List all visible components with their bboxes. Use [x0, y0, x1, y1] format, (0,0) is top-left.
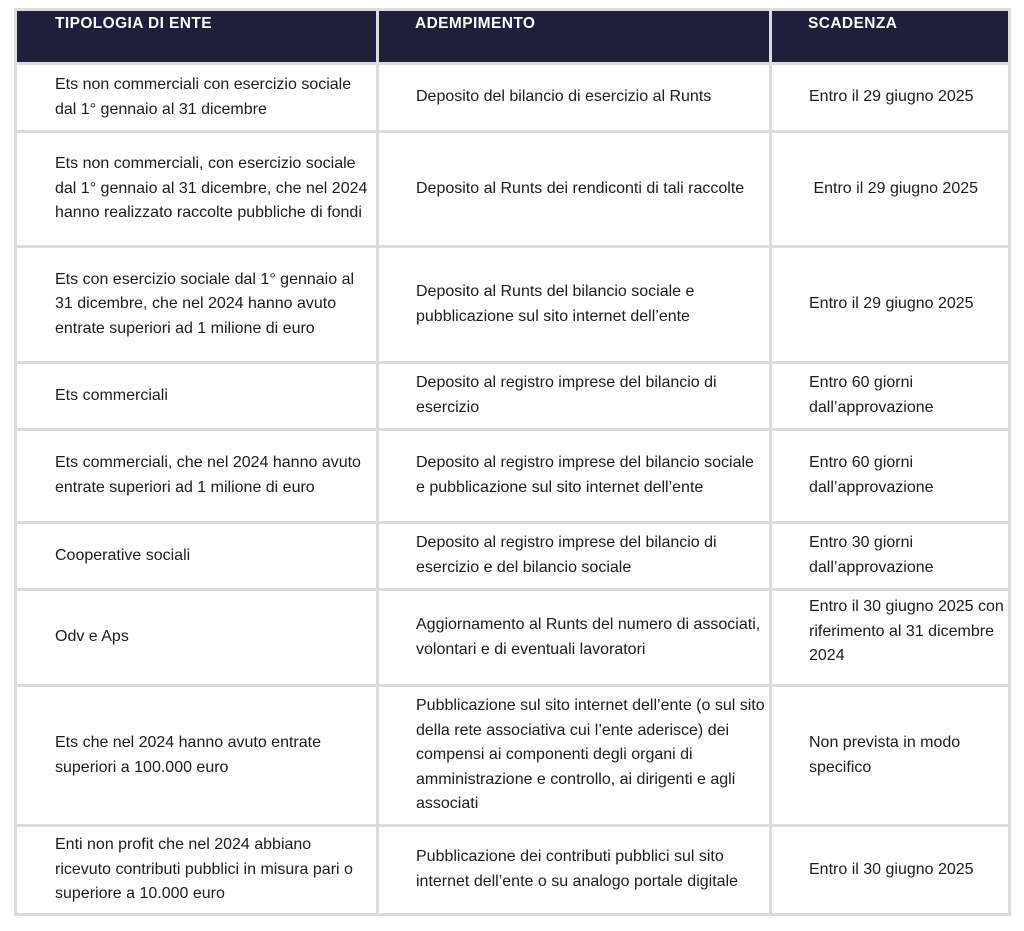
table-row — [16, 132, 1010, 247]
table-row — [16, 363, 1010, 430]
cell-scadenza: Entro 60 giorni dall’approvazione — [771, 430, 1010, 523]
table-row — [16, 523, 1010, 590]
cell-tipologia: Enti non profit che nel 2024 abbiano ricevuto contributi pubblici in misura pari o superiore a 10.000 euro — [16, 826, 378, 915]
cell-scadenza: Entro 60 giorni dall’approvazione — [771, 363, 1010, 430]
cell-tipologia: Ets commerciali, che nel 2024 hanno avuto entrate superiori ad 1 milione di euro — [16, 430, 378, 523]
table-row — [16, 686, 1010, 826]
cell-tipologia: Ets commerciali — [16, 363, 378, 430]
cell-scadenza: Entro il 29 giugno 2025 — [771, 64, 1010, 132]
table-row — [16, 590, 1010, 686]
cell-adempimento: Deposito al registro imprese del bilancio di esercizio e del bilancio sociale — [378, 523, 771, 590]
cell-tipologia: Odv e Aps — [16, 590, 378, 686]
table-row — [16, 430, 1010, 523]
cell-scadenza: Non prevista in modo specifico — [771, 686, 1010, 826]
cell-adempimento: Pubblicazione sul sito internet dell’ente (o sul sito della rete associativa cui l’ente aderisce) dei compensi ai componenti degli organi di amministrazione e controllo, ai dirigenti e agli associati — [378, 686, 771, 826]
cell-scadenza: Entro 30 giorni dall’approvazione — [771, 523, 1010, 590]
table-body — [16, 64, 1010, 915]
cell-adempimento: Pubblicazione dei contributi pubblici sul sito internet dell’ente o su analogo portale digitale — [378, 826, 771, 915]
cell-scadenza: Entro il 30 giugno 2025 — [771, 826, 1010, 915]
cell-tipologia: Ets che nel 2024 hanno avuto entrate superiori a 100.000 euro — [16, 686, 378, 826]
table-row — [16, 247, 1010, 363]
cell-adempimento: Deposito al registro imprese del bilancio sociale e pubblicazione sul sito internet dell’ente — [378, 430, 771, 523]
header-adempimento: ADEMPIMENTO — [378, 10, 771, 64]
cell-adempimento: Deposito al Runts del bilancio sociale e pubblicazione sul sito internet dell’ente — [378, 247, 771, 363]
table-header — [16, 10, 1010, 64]
cell-adempimento: Deposito del bilancio di esercizio al Runts — [378, 64, 771, 132]
cell-tipologia: Ets con esercizio sociale dal 1° gennaio al 31 dicembre, che nel 2024 hanno avuto entrate superiori ad 1 milione di euro — [16, 247, 378, 363]
cell-adempimento: Deposito al Runts dei rendiconti di tali raccolte — [378, 132, 771, 247]
cell-tipologia: Ets non commerciali, con esercizio sociale dal 1° gennaio al 31 dicembre, che nel 2024 hanno realizzato raccolte pubbliche di fondi — [16, 132, 378, 247]
cell-tipologia: Ets non commerciali con esercizio sociale dal 1° gennaio al 31 dicembre — [16, 64, 378, 132]
cell-tipologia: Cooperative sociali — [16, 523, 378, 590]
cell-adempimento: Deposito al registro imprese del bilancio di esercizio — [378, 363, 771, 430]
table-row — [16, 826, 1010, 915]
header-scadenza: SCADENZA — [771, 10, 1010, 64]
cell-scadenza: Entro il 29 giugno 2025 — [771, 247, 1010, 363]
header-tipologia: TIPOLOGIA DI ENTE — [16, 10, 378, 64]
cell-adempimento: Aggiornamento al Runts del numero di associati, volontari e di eventuali lavoratori — [378, 590, 771, 686]
cell-scadenza: Entro il 30 giugno 2025 con riferimento al 31 dicembre 2024 — [771, 590, 1010, 686]
deadlines-table — [14, 8, 1011, 916]
cell-scadenza: Entro il 29 giugno 2025 — [771, 132, 1010, 247]
table-row — [16, 64, 1010, 132]
header-row — [16, 10, 1010, 64]
